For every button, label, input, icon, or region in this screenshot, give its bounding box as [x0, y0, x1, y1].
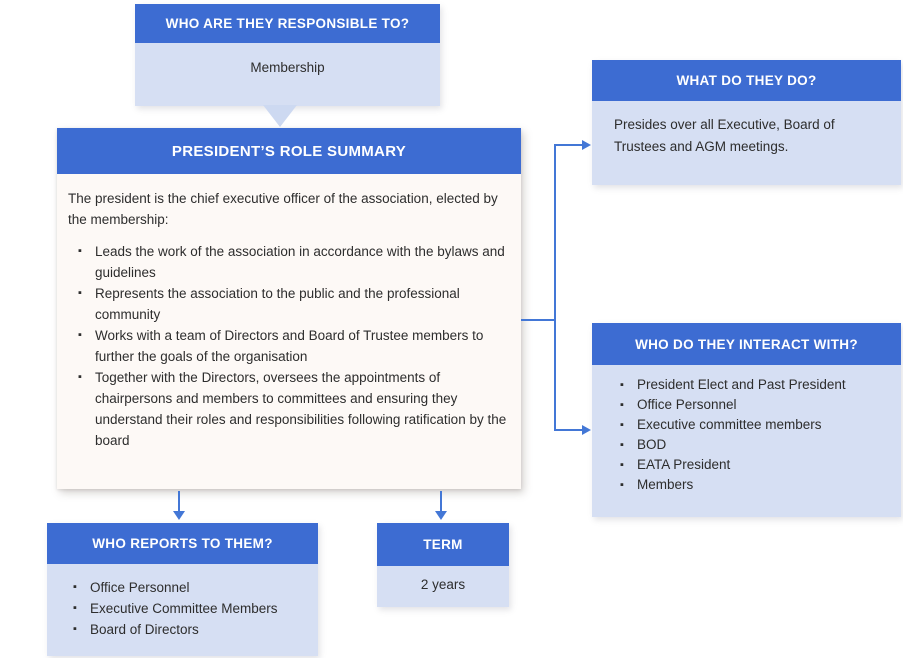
list-item-text: Office Personnel [90, 580, 190, 595]
arrowhead-down-icon [435, 511, 447, 520]
interact-body [592, 365, 901, 517]
what-do-text: Presides over all Executive, Board of Trustees and AGM meetings. [614, 117, 835, 154]
responsible-to-value: Membership [250, 60, 325, 75]
list-item [620, 415, 891, 435]
bullet-square-icon: ▪ [73, 602, 77, 614]
connector-right-stub [521, 319, 556, 321]
bullet-square-icon: ▪ [620, 479, 624, 491]
connector-right-vertical [554, 144, 556, 431]
bullet-square-icon: ▪ [78, 287, 82, 299]
role-summary-list [68, 241, 508, 451]
list-item-text: Leads the work of the association in accordance with the bylaws and guidelines [95, 244, 505, 280]
bullet-square-icon: ▪ [73, 623, 77, 635]
list-item [620, 375, 891, 395]
bullet-square-icon: ▪ [620, 419, 624, 431]
term-value: 2 years [420, 577, 466, 592]
bullet-square-icon: ▪ [620, 439, 624, 451]
role-summary-intro: The president is the chief executive officer of the association, elected by the membership: [68, 191, 498, 227]
connector-to-term [440, 491, 442, 512]
list-item-text: Executive committee members [637, 417, 822, 432]
bullet-square-icon: ▪ [78, 245, 82, 257]
role-summary-header: PRESIDENT’S ROLE SUMMARY [57, 128, 521, 174]
list-item [68, 325, 508, 367]
responsible-to-card [135, 4, 440, 106]
list-item-text: Office Personnel [637, 397, 737, 412]
list-item [68, 241, 508, 283]
responsible-to-header: WHO ARE THEY RESPONSIBLE TO? [135, 4, 440, 43]
list-item-text: President Elect and Past President [637, 377, 846, 392]
bullet-square-icon: ▪ [620, 399, 624, 411]
interact-header: WHO DO THEY INTERACT WITH? [592, 323, 901, 365]
interact-card [592, 323, 901, 517]
bullet-square-icon: ▪ [620, 379, 624, 391]
arrowhead-right-icon [582, 140, 591, 150]
reports-header: WHO REPORTS TO THEM? [47, 523, 318, 564]
term-card [377, 523, 509, 607]
bullet-square-icon: ▪ [73, 581, 77, 593]
list-item-text: Board of Directors [90, 622, 199, 637]
connector-to-reports [178, 491, 180, 512]
what-do-body [592, 101, 901, 185]
reports-card [47, 523, 318, 656]
list-item [73, 577, 310, 598]
arrowhead-down-icon [173, 511, 185, 520]
list-item [68, 367, 508, 451]
connector-to-interact [554, 429, 582, 431]
callout-pointer-icon [263, 105, 297, 127]
bullet-square-icon: ▪ [78, 329, 82, 341]
role-summary-card [57, 128, 521, 489]
role-summary-body [57, 174, 521, 489]
bullet-square-icon: ▪ [620, 459, 624, 471]
list-item-text: Together with the Directors, oversees the appointments of chairpersons and members to committees and ensuring they understand their roles and responsibilities following ratification by the board [95, 370, 507, 448]
term-body [377, 566, 509, 607]
list-item [68, 283, 508, 325]
list-item [620, 395, 891, 415]
reports-body [47, 564, 318, 656]
what-do-card [592, 60, 901, 185]
bullet-square-icon: ▪ [78, 371, 82, 383]
list-item-text: EATA President [637, 457, 731, 472]
list-item [73, 598, 310, 619]
what-do-header: WHAT DO THEY DO? [592, 60, 901, 101]
list-item [73, 619, 310, 640]
term-header: TERM [377, 523, 509, 566]
responsible-to-body [135, 43, 440, 106]
list-item-text: Members [637, 477, 694, 492]
list-item [620, 455, 891, 475]
list-item-text: Executive Committee Members [90, 601, 278, 616]
list-item-text: BOD [637, 437, 667, 452]
connector-to-what-do [554, 144, 582, 146]
list-item-text: Works with a team of Directors and Board of Trustee members to further the goals of the organisation [95, 328, 484, 364]
list-item-text: Represents the association to the public and the professional community [95, 286, 460, 322]
list-item [620, 475, 891, 495]
arrowhead-right-icon [582, 425, 591, 435]
list-item [620, 435, 891, 455]
